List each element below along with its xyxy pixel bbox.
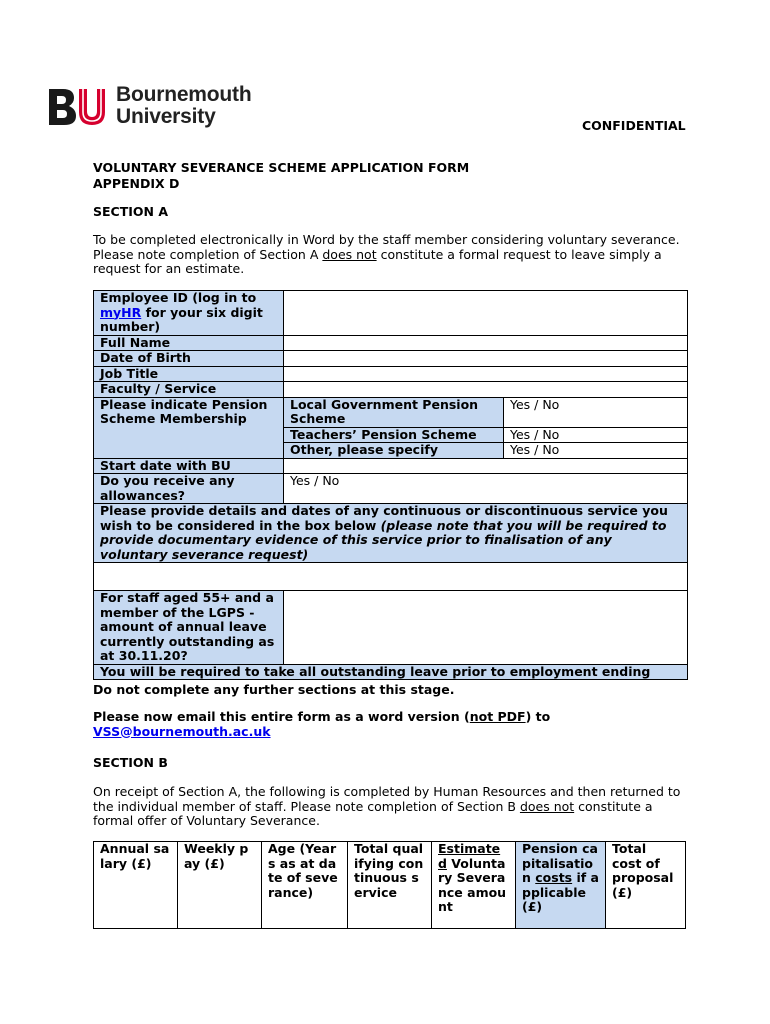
email-instruction-text-1: Please now email this entire form as a word version (: [93, 709, 470, 724]
annual-salary-header: Annual salary (£): [94, 842, 178, 929]
table-row: [94, 291, 688, 336]
total-service-header: Total qualifying continuous service: [348, 842, 432, 929]
outstanding-leave-note: You will be required to take all outstanding leave prior to employment ending: [94, 664, 688, 680]
start-date-field[interactable]: [284, 458, 688, 474]
pension-capitalisation-header: [516, 842, 606, 929]
section-b-heading: SECTION B: [93, 755, 168, 770]
vss-email-link[interactable]: VSS@bournemouth.ac.uk: [93, 723, 271, 739]
service-details-field[interactable]: [94, 563, 688, 591]
form-title-line-1: VOLUNTARY SEVERANCE SCHEME APPLICATION FORM: [93, 160, 470, 175]
table-row: [94, 664, 688, 680]
employee-id-label-text-2: for your six digit number): [100, 304, 263, 334]
section-a-form-table: [93, 290, 688, 680]
job-title-field[interactable]: [284, 366, 688, 382]
start-date-label: Start date with BU: [94, 458, 284, 474]
email-instruction: [93, 710, 683, 739]
pension-lgps-choice[interactable]: Yes / No: [504, 397, 688, 427]
table-row: [94, 504, 688, 563]
service-details-label: [94, 504, 688, 563]
dob-label: Date of Birth: [94, 351, 284, 367]
pension-cap-text-1: Pension capitalisation: [522, 841, 598, 885]
section-a-intro-does-not: does not: [322, 246, 377, 262]
table-row: [94, 474, 688, 504]
table-row: [94, 366, 688, 382]
allowances-label: Do you receive any allowances?: [94, 474, 284, 504]
email-instruction-text-2: ) to: [525, 709, 551, 724]
table-row: [94, 351, 688, 367]
section-b-intro-text-1: On receipt of Section A, the following is completed by Human Resources and then returned to the individual member of staff. Please note completion of Section B: [93, 784, 681, 814]
service-details-note: (please note that you will be required to provide documentary evidence of this service prior to finalisation of any voluntary severance request): [100, 517, 667, 562]
email-instruction-not-pdf: not PDF: [469, 709, 526, 724]
section-a-intro: [93, 233, 683, 277]
annual-leave-label: For staff aged 55+ and a member of the LGPS - amount of annual leave currently outstanding as at 30.11.20?: [94, 591, 284, 665]
pension-cap-text-2: if applicable (£): [522, 870, 599, 914]
table-row: [94, 842, 686, 929]
pension-other-label: Other, please specify: [284, 443, 504, 459]
table-row: [94, 382, 688, 398]
confidential-label: CONFIDENTIAL: [582, 118, 686, 133]
logo-line-1: Bournemouth: [116, 83, 252, 106]
section-b-intro-text-2: constitute a formal offer of Voluntary Severance.: [93, 798, 653, 829]
form-title-line-2: APPENDIX D: [93, 176, 180, 191]
table-row: [94, 458, 688, 474]
total-cost-header: Total cost of proposal (£): [606, 842, 686, 929]
annual-leave-field[interactable]: [284, 591, 688, 665]
employee-id-field[interactable]: [284, 291, 688, 336]
pension-teachers-label: Teachers’ Pension Scheme: [284, 427, 504, 443]
bu-logo-mark-icon: [47, 87, 107, 127]
allowances-choice[interactable]: Yes / No: [284, 474, 688, 504]
table-row: [94, 591, 688, 665]
section-a-intro-text-2: constitute a formal request to leave simply a request for an estimate.: [93, 246, 662, 277]
dob-field[interactable]: [284, 351, 688, 367]
pension-cap-costs: costs: [535, 870, 573, 885]
pension-teachers-choice[interactable]: Yes / No: [504, 427, 688, 443]
section-b-intro-does-not: does not: [519, 798, 575, 814]
service-details-text: Please provide details and dates of any continuous or discontinuous service you wish to be considered in the box below: [100, 503, 668, 533]
pension-other-choice[interactable]: Yes / No: [504, 443, 688, 459]
estimated-underlined: Estimated: [438, 841, 501, 871]
section-a-intro-text-1: To be completed electronically in Word by the staff member considering voluntary severance. Please note completion of Section A: [93, 232, 680, 262]
table-row: [94, 563, 688, 591]
no-further-sections-notice: Do not complete any further sections at this stage.: [93, 682, 455, 697]
faculty-field[interactable]: [284, 382, 688, 398]
estimated-severance-header: [432, 842, 516, 929]
pension-lgps-label: Local Government Pension Scheme: [284, 397, 504, 427]
faculty-label: Faculty / Service: [94, 382, 284, 398]
pension-label: Please indicate Pension Scheme Membership: [94, 397, 284, 458]
section-b-costs-table: [93, 841, 686, 929]
estimated-rest: Voluntary Severance amount: [438, 855, 507, 914]
section-a-heading: SECTION A: [93, 204, 169, 219]
university-logo-text: [116, 84, 251, 128]
full-name-field[interactable]: [284, 335, 688, 351]
section-b-intro: [93, 785, 693, 829]
myhr-link[interactable]: myHR: [100, 304, 142, 320]
employee-id-label-text-1: Employee ID (log in to: [100, 290, 257, 305]
table-row: [94, 335, 688, 351]
job-title-label: Job Title: [94, 366, 284, 382]
table-row: [94, 397, 688, 427]
logo-line-2: University: [116, 105, 216, 128]
employee-id-label: [94, 291, 284, 336]
age-header: Age (Years as at date of severance): [262, 842, 348, 929]
full-name-label: Full Name: [94, 335, 284, 351]
weekly-pay-header: Weekly pay (£): [178, 842, 262, 929]
form-title: [93, 160, 469, 192]
